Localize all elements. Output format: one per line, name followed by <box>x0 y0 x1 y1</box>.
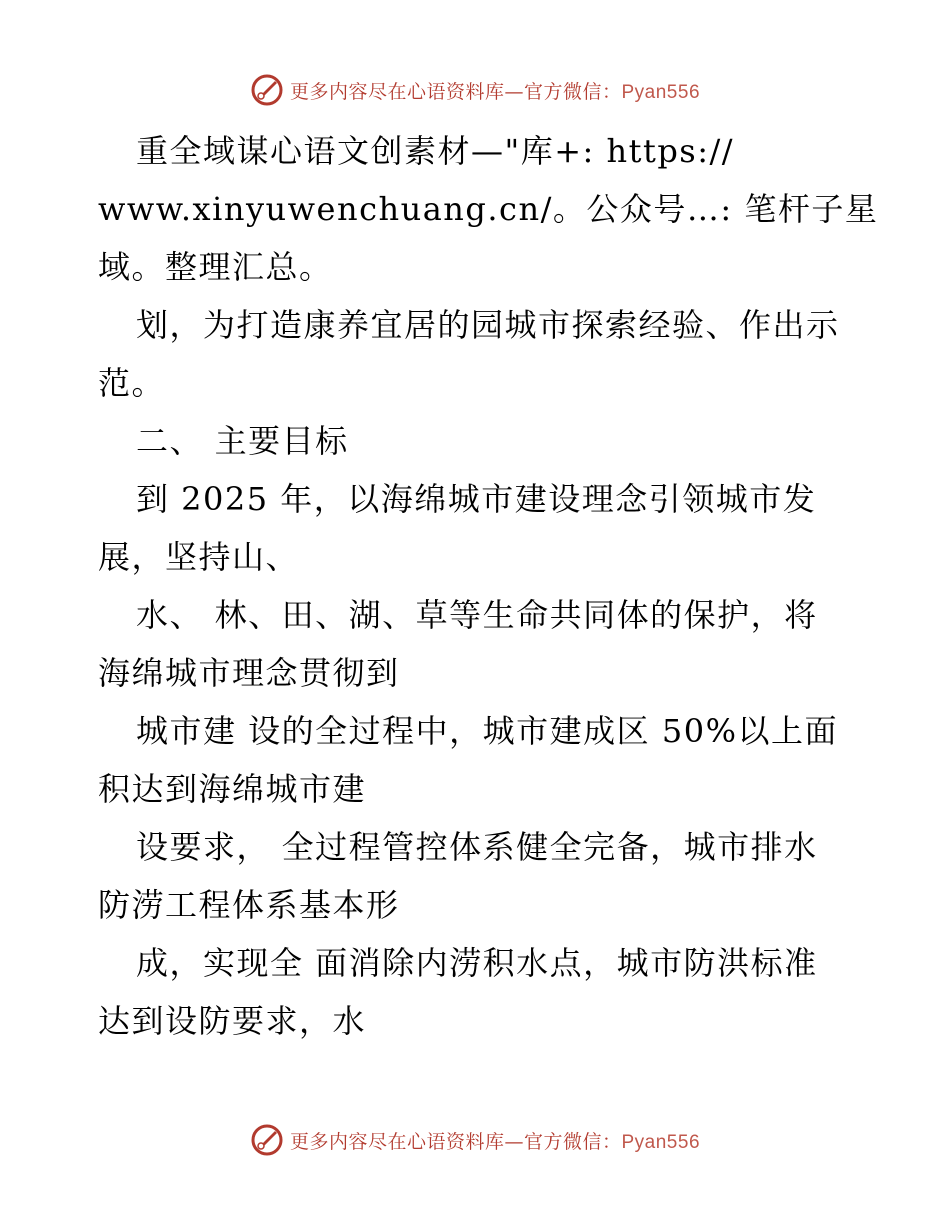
quill-seal-logo-icon <box>250 73 284 107</box>
text-line: 海绵城市理念贯彻到 <box>98 654 400 692</box>
text-line: 到 2025 年，以海绵城市建设理念引领城市发 <box>136 480 817 518</box>
text-line: 展，坚持山、 <box>98 538 300 576</box>
text-line: 设要求， 全过程管控体系健全完备，城市排水 <box>136 828 818 866</box>
text-line: 域。整理汇总。 <box>98 248 333 286</box>
footer-banner <box>0 1120 950 1160</box>
text-line: 防涝工程体系基本形 <box>98 886 400 924</box>
text-line: www.xinyuwenchuang.cn/。公众号…: 笔杆子星 <box>98 190 879 228</box>
wechat-id: Pyan556 <box>621 1131 701 1153</box>
wechat-id: Pyan556 <box>621 81 701 103</box>
text-line: 划，为打造康养宜居的园城市探索经验、作出示 <box>136 306 840 344</box>
document-body <box>98 122 879 1050</box>
text-line: 城市建 设的全过程中，城市建成区 50%以上面 <box>136 712 838 750</box>
text-line: 积达到海绵城市建 <box>98 770 367 808</box>
quill-seal-logo-icon <box>250 1123 284 1157</box>
text-line: 达到设防要求，水 <box>98 1002 367 1040</box>
text-line: 重全域谋心语文创素材—"库+: https:// <box>136 132 735 170</box>
banner-caption: 更多内容尽在心语资料库—官方微信：Pyan556 <box>289 80 701 103</box>
text-line: 二、 主要目标 <box>136 422 349 460</box>
text-line: 成，实现全 面消除内涝积水点，城市防洪标准 <box>136 944 818 982</box>
header-banner <box>0 70 950 110</box>
banner-caption: 更多内容尽在心语资料库—官方微信：Pyan556 <box>289 1130 701 1153</box>
text-line: 水、 林、田、湖、草等生命共同体的保护，将 <box>136 596 818 634</box>
text-line: 范。 <box>98 364 166 402</box>
